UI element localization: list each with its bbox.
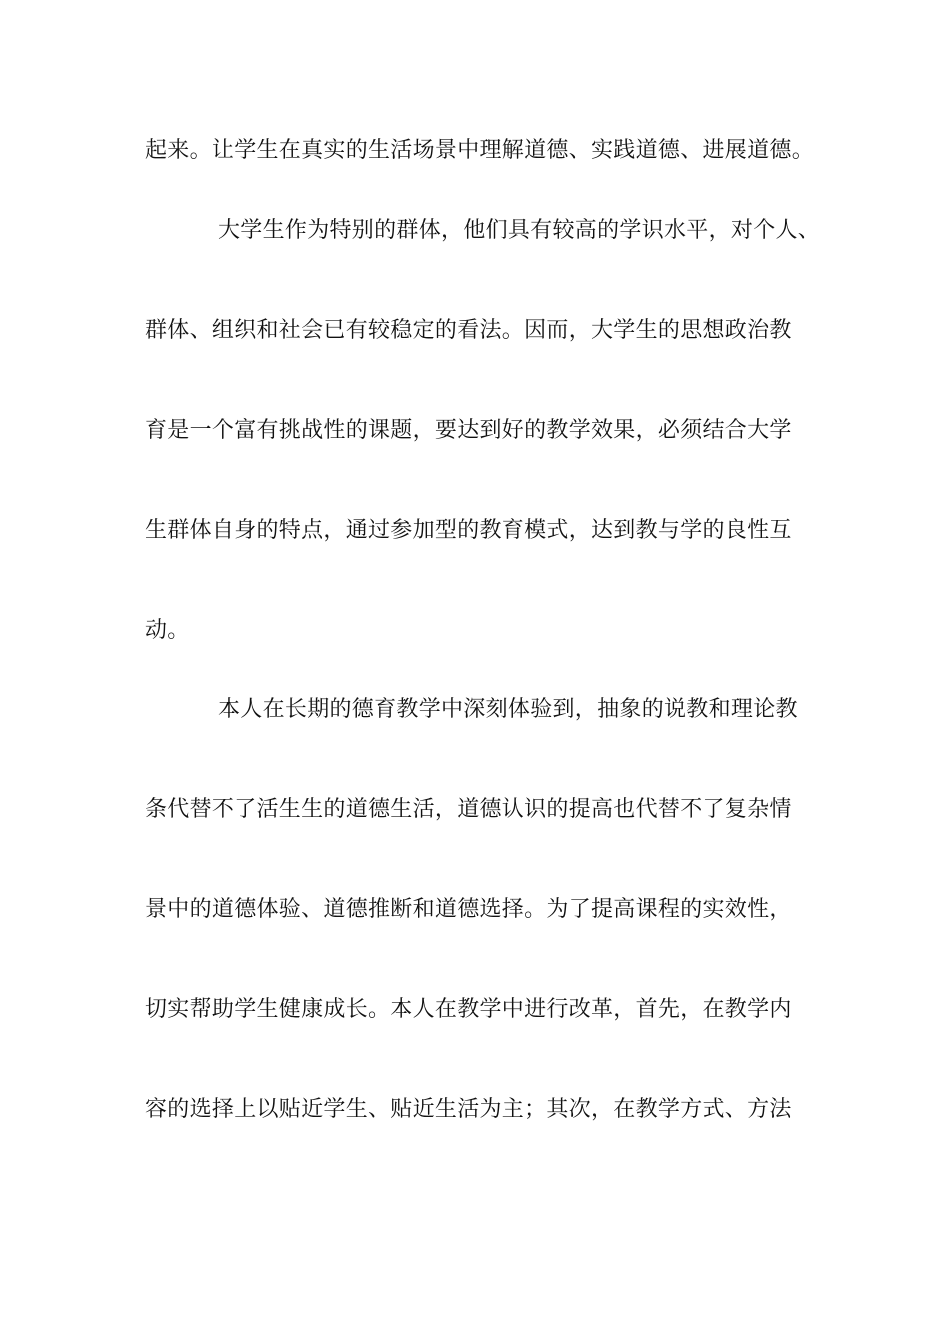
text-line: 起来。让学生在真实的生活场景中理解道德、实践道德、进展道德。 <box>145 138 815 163</box>
paragraph-first-line: 大学生作为特别的群体，他们具有较高的学识水平，对个人、 <box>218 218 821 243</box>
text-line: 切实帮助学生健康成长。本人在教学中进行改革，首先，在教学内 <box>145 997 792 1022</box>
text-line: 群体、组织和社会已有较稳定的看法。因而，大学生的思想政治教 <box>145 318 792 343</box>
text-line: 动。 <box>145 618 190 643</box>
text-line: 容的选择上以贴近学生、贴近生活为主；其次，在教学方式、方法 <box>145 1097 792 1122</box>
paragraph-first-line: 本人在长期的德育教学中深刻体验到，抽象的说教和理论教 <box>218 697 798 722</box>
text-line: 景中的道德体验、道德推断和道德选择。为了提高课程的实效性， <box>145 897 792 922</box>
text-line: 条代替不了活生生的道德生活，道德认识的提高也代替不了复杂情 <box>145 797 792 822</box>
text-line: 生群体自身的特点，通过参加型的教育模式，达到教与学的良性互 <box>145 518 792 543</box>
text-line: 育是一个富有挑战性的课题，要达到好的教学效果，必须结合大学 <box>145 418 792 443</box>
